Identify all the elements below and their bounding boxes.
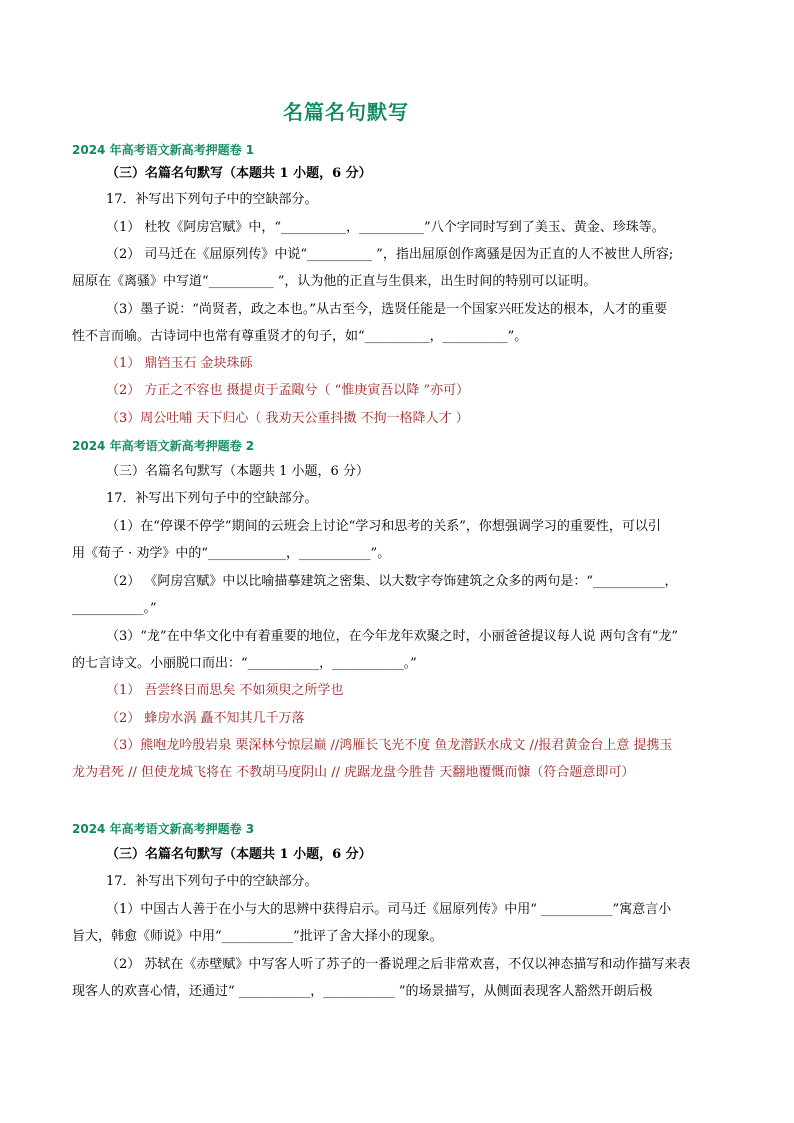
question-stem: 17．补写出下列句子中的空缺部分。 — [106, 874, 318, 889]
question-line: ___________。” — [72, 601, 157, 616]
answer-line: （3）熊咆龙吟殷岩泉 栗深林兮惊层巅 //鸿雁长飞光不度 鱼龙潜跃水成文 //报君黄金台上意 提携玉 — [106, 738, 673, 753]
part-title: （三）名篇名句默写（本题共 1 小题，6 分） — [106, 464, 369, 479]
page-title: 名篇名句默写 — [283, 100, 409, 124]
question-line: 用《荀子 · 劝学》中的“____________，___________”。 — [72, 546, 391, 561]
question-line: （2） 司马迁在《屈原列传》中说“__________ ”，指出屈原创作离骚是因为正直的人不被世人所容; — [106, 247, 674, 262]
section-heading: 2024 年高考语文新高考押题卷 1 — [72, 143, 255, 157]
part-title: （三）名篇名句默写（本题共 1 小题，6 分） — [106, 166, 372, 181]
question-line: 的七言诗文。小丽脱口而出：“___________，___________。” — [72, 656, 417, 671]
question-stem: 17．补写出下列句子中的空缺部分。 — [106, 491, 318, 506]
answer-line: （2） 方正之不容也 摄提贞于孟陬兮（ “惟庚寅吾以降 ”亦可） — [106, 383, 470, 398]
answer-line: 龙为君死 // 但使龙城飞将在 不教胡马度阴山 // 虎踞龙盘今胜昔 天翻地覆慨而慷（符合题意即可） — [72, 765, 635, 780]
section-heading: 2024 年高考语文新高考押题卷 3 — [72, 822, 255, 836]
part-title: （三）名篇名句默写（本题共 1 小题，6 分） — [106, 847, 372, 862]
question-line: （2） 《阿房宫赋》中以比喻描摹建筑之密集、以大数字夸饰建筑之众多的两句是：“___________， — [106, 574, 678, 589]
question-line: （3）“龙”在中华文化中有着重要的地位，在今年龙年欢聚之时，小丽爸爸提议每人说 两句含有“龙” — [106, 629, 678, 644]
question-line: （1）在“停课不停学”期间的云班会上讨论“学习和思考的关系”，你想强调学习的重要性，可以引 — [106, 519, 661, 534]
section-heading: 2024 年高考语文新高考押题卷 2 — [72, 439, 255, 453]
answer-line: （1） 吾尝终日而思矣 不如须臾之所学也 — [106, 683, 344, 698]
question-line: 性不言而喻。古诗词中也常有尊重贤才的句子，如“__________，__________”。 — [72, 329, 528, 344]
question-line: 屈原在《离骚》中写道“__________ ”，认为他的正直与生俱来，出生时间的特别可以证明。 — [72, 274, 597, 289]
answer-line: （3）周公吐哺 天下归心（ 我劝天公重抖擞 不拘一格降人才 ） — [106, 411, 469, 426]
answer-line: （2） 蜂房水涡 矗不知其几千万落 — [106, 711, 305, 726]
question-line: （1） 杜牧《阿房宫赋》中，“__________，__________”八个字同时写到了美玉、黄金、珍珠等。 — [106, 220, 665, 235]
question-stem: 17．补写出下列句子中的空缺部分。 — [106, 192, 318, 207]
answer-line: （1） 鼎铛玉石 金块珠砾 — [106, 356, 253, 371]
question-line: 旨大，韩愈《师说》中用“___________”批评了舍大择小的现象。 — [72, 929, 443, 944]
question-line: （2） 苏轼在《赤壁赋》中写客人听了苏子的一番说理之后非常欢喜，不仅以神态描写和动作描写来表 — [106, 957, 691, 972]
question-line: 现客人的欢喜心情，还通过“ ___________，___________ ”的场景描写，从侧面表现客人豁然开朗后极 — [72, 984, 653, 999]
question-line: （1）中国古人善于在小与大的思辨中获得启示。司马迁《屈原列传》中用“ ___________”寓意言小 — [106, 902, 672, 917]
question-line: （3）墨子说：“尚贤者，政之本也。”从古至今，选贤任能是一个国家兴旺发达的根本，人才的重要 — [106, 302, 668, 317]
